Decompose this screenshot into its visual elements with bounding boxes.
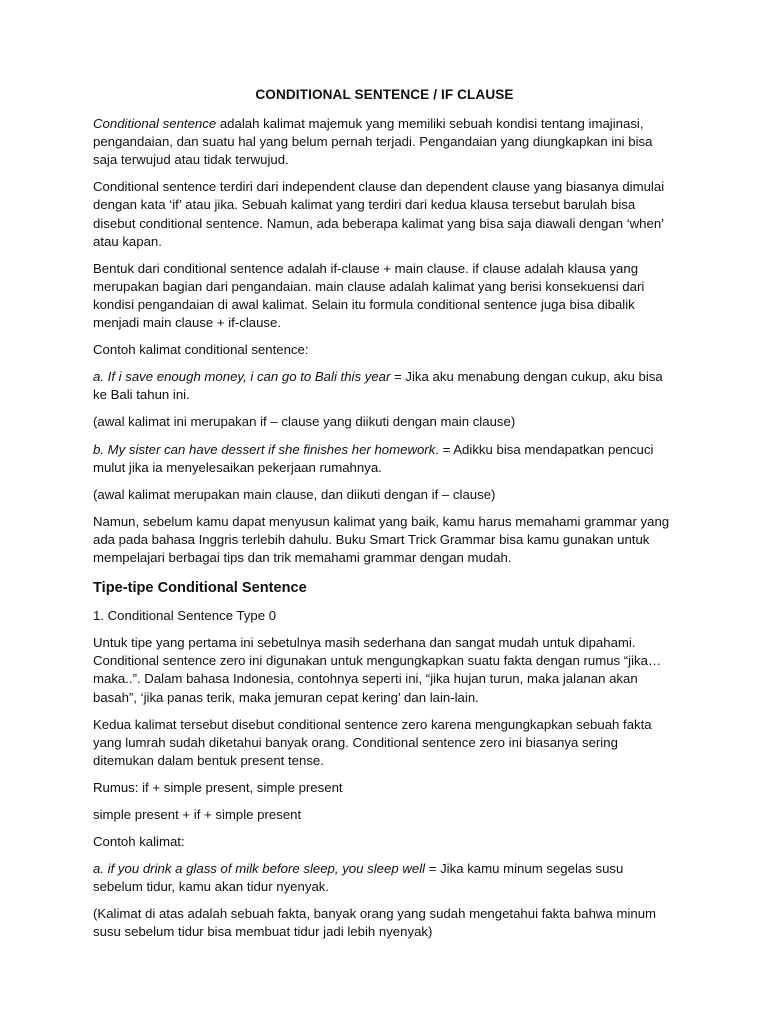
example-b (93, 441, 676, 477)
section-heading: Tipe-tipe Conditional Sentence (93, 580, 307, 597)
paragraph-grammar-book: Namun, sebelum kamu dapat menyusun kalimat yang baik, kamu harus memahami grammar yang ada pada bahasa Inggris terlebih dahulu. Buku Smart Trick Grammar bisa kamu gunakan untuk mempelajari berbagai tips dan trik memahami grammar dengan mudah. (93, 513, 670, 565)
example-c-translation: = Jika kamu minum segelas susu sebelum tidur, kamu akan tidur nyenyak. (93, 861, 624, 895)
example-c (93, 860, 676, 896)
paragraph-form: Bentuk dari conditional sentence adalah if-clause + main clause. if clause adalah klausa yang merupakan bagian dari pengandaian. main clause adalah kalimat yang berisi konsekuensi dari kondisi pengandaian di awal kalimat. Selain itu formula conditional sentence juga bisa dibalik menjadi main clause + if-clause. (93, 260, 645, 331)
intro-italic-term: Conditional sentence (93, 116, 217, 132)
intro-paragraph (93, 115, 676, 169)
example-a-note: (awal kalimat ini merupakan if – clause yang diikuti dengan main clause) (93, 414, 516, 430)
example-label: Contoh kalimat: (93, 834, 185, 850)
formula-1: Rumus: if + simple present, simple present (93, 779, 343, 795)
document-title: CONDITIONAL SENTENCE / IF CLAUSE (255, 87, 514, 102)
example-c-note: (Kalimat di atas adalah sebuah fakta, banyak orang yang sudah mengetahui fakta bahwa minum susu sebelum tidur bisa membuat tidur jadi lebih nyenyak) (93, 906, 657, 940)
example-b-english: b. My sister can have dessert if she finishes her homework (93, 441, 436, 457)
example-c-english: a. if you drink a glass of milk before sleep, you sleep well (93, 861, 426, 877)
formula-2: simple present + if + simple present (93, 807, 302, 822)
paragraph-clauses: Conditional sentence terdiri dari independent clause dan dependent clause yang biasanya dimulai dengan kata ‘if’ atau jika. Sebuah kalimat yang terdiri dari kedua klausa tersebut barulah bisa disebut conditional sentence. Namun, ada beberapa kalimat yang bisa saja diawali dengan ‘when’ atau kapan. (93, 179, 665, 249)
examples-label: Contoh kalimat conditional sentence: (93, 342, 309, 358)
paragraph-type-0-fact: Kedua kalimat tersebut disebut conditional sentence zero karena mengungkapkan sebuah fakta yang lumrah sudah diketahui banyak orang. Conditional sentence zero ini biasanya sering ditemukan dalam bentuk present tense. (93, 716, 652, 768)
example-b-note: (awal kalimat merupakan main clause, dan diikuti dengan if – clause) (93, 486, 496, 502)
example-b-translation: . = Adikku bisa mendapatkan pencuci mulut jika ia menyelesaikan pekerjaan rumahnya. (93, 441, 654, 475)
example-a-english: a. If i save enough money, i can go to Bali this year (93, 369, 391, 385)
intro-text: adalah kalimat majemuk yang memiliki sebuah kondisi tentang imajinasi, pengandaian, dan suatu hal yang belum pernah terjadi. Pengandaian yang diungkapkan ini bisa saja terwujud atau tidak terwujud. (93, 116, 653, 168)
example-a (93, 368, 676, 404)
example-a-translation: = Jika aku menabung dengan cukup, aku bisa ke Bali tahun ini. (93, 369, 663, 403)
type-0-heading: 1. Conditional Sentence Type 0 (93, 608, 277, 624)
paragraph-type-0-intro: Untuk tipe yang pertama ini sebetulnya masih sederhana dan sangat mudah untuk dipahami. Conditional sentence zero ini digunakan untuk mengungkapkan suatu fakta dengan rumus “jika… maka..”. Dalam bahasa Indonesia, contohnya seperti ini, “jika hujan turun, maka jalanan akan basah”, ‘jika panas terik, maka jemuran cepat kering’ dan lain-lain. (93, 635, 662, 705)
